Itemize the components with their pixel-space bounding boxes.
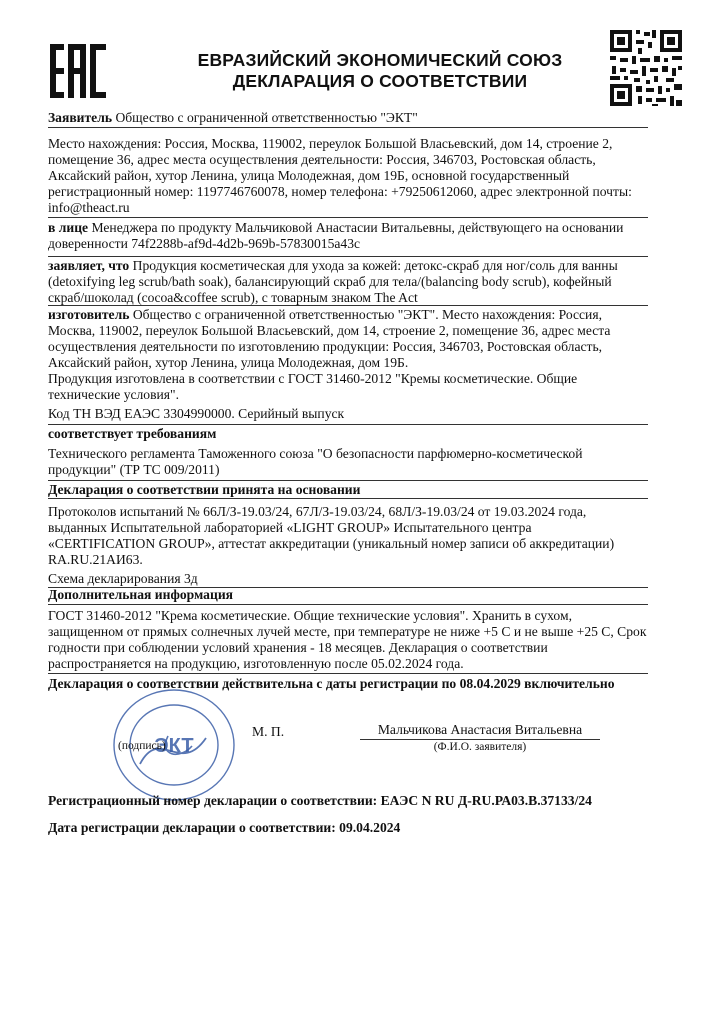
address-line: Аксайский район, хутор Ленина, улица Молодежная, дом 19Б, основной государственный bbox=[48, 168, 570, 183]
additional-line-2: защищенном от прямых солнечных лучей месте, при температуре не ниже +5 С и не выше +25 С, Срок bbox=[48, 624, 647, 639]
address-email: info@theact.ru bbox=[48, 200, 130, 215]
signatory-name: Мальчикова Анастасия Витальевна bbox=[377, 722, 583, 737]
address-line: Место нахождения: Россия, Москва, 119002, переулок Большой Власьевский, дом 14, строение 2, bbox=[48, 136, 613, 151]
qr-code-icon bbox=[606, 26, 686, 110]
title-line-1: ЕВРАЗИЙСКИЙ ЭКОНОМИЧЕСКИЙ СОЮЗ bbox=[197, 50, 563, 70]
address-line: помещение 36, адрес места осуществления деятельности: Россия, 346703, Ростовская область, bbox=[48, 152, 596, 167]
manufacturer-line-3: осуществления деятельности по изготовлению продукции: Россия, 346703, Ростовская область, bbox=[48, 339, 603, 354]
standard-line-1: Продукция изготовлена в соответствии с ГОСТ 31460-2012 "Кремы косметические. Общие bbox=[48, 371, 578, 386]
represented-label: в лице bbox=[48, 220, 89, 235]
registration-date bbox=[48, 820, 688, 836]
additional-line-3: годности при соблюдении условий хранения - 18 месяцев. Декларация о соответствии bbox=[48, 640, 548, 655]
stamp-text: ЭКТ bbox=[154, 735, 194, 757]
represented-line-2: доверенности 74f2288b-af9d-4d2b-969b-57830015a43c bbox=[48, 236, 361, 251]
compliance-line-1: Технического регламента Таможенного союза "О безопасности парфюмерно-косметической bbox=[48, 446, 583, 461]
additional-line-4: распространяется на продукцию, изготовленную после 05.02.2024 года. bbox=[48, 656, 464, 671]
basis-line-2: выданных Испытательной лабораторией «LIGHT GROUP» Испытательного центра bbox=[48, 520, 532, 535]
manufacturer-line-4: Аксайский район, хутор Ленина, улица Молодежная, дом 19Б. bbox=[48, 355, 409, 370]
basis-block bbox=[48, 504, 650, 568]
registration-date-value: 09.04.2024 bbox=[339, 820, 401, 835]
represented-line-1: Менеджера по продукту Мальчиковой Анастасии Витальевны, действующего на основании bbox=[91, 220, 624, 235]
compliance-heading: соответствует требованиям bbox=[48, 426, 217, 441]
compliance-block bbox=[48, 446, 650, 478]
signatory-caption: (Ф.И.О. заявителя) bbox=[433, 741, 527, 753]
standard-line-2: технические условия". bbox=[48, 387, 179, 402]
applicant-name: Общество с ограниченной ответственностью "ЭКТ" bbox=[115, 110, 418, 125]
registration-date-label: Дата регистрации декларации о соответствии: bbox=[48, 820, 336, 835]
mp-label: М. П. bbox=[252, 724, 285, 739]
manufacturer-label: изготовитель bbox=[48, 307, 130, 322]
additional-block bbox=[48, 608, 650, 672]
manufacturer-line-2: Москва, 119002, переулок Большой Власьевский, дом 14, строение 2, помещение 36, адрес места bbox=[48, 323, 611, 338]
applicant-label: Заявитель bbox=[48, 110, 113, 125]
applicant-line bbox=[48, 110, 658, 126]
title-line-2: ДЕКЛАРАЦИЯ О СООТВЕТСТВИИ bbox=[232, 71, 528, 91]
signature-caption: (подпись) bbox=[118, 740, 166, 752]
basis-line-4: RA.RU.21АИ63. bbox=[48, 552, 143, 567]
declares-line-2: (detoxifying leg scrub/bath soak), балансирующий скраб для тела/(balancing body scrub), кофейный bbox=[48, 274, 612, 289]
registration-number-value: ЕАЭС N RU Д-RU.РА03.В.37133/24 bbox=[380, 793, 592, 808]
document-title bbox=[150, 50, 610, 92]
registration-number-label: Регистрационный номер декларации о соответствии: bbox=[48, 793, 378, 808]
declares-line-3: скраб/шоколад (cocoa&coffee scrub), с товарным знаком The Act bbox=[48, 290, 418, 305]
address-line: регистрационный номер: 1197746760078, номер телефона: +79250612060, адрес электронной почты: bbox=[48, 184, 632, 199]
additional-line-1: ГОСТ 31460-2012 "Крема косметические. Общие технические условия". Хранить в сухом, bbox=[48, 608, 572, 623]
eac-logo-icon bbox=[48, 40, 108, 102]
applicant-address bbox=[48, 136, 650, 216]
declares-block bbox=[48, 258, 650, 306]
manufacturer-line-1: Общество с ограниченной ответственностью "ЭКТ". Место нахождения: Россия, bbox=[132, 307, 602, 322]
validity-statement: Декларация о соответствии действительна с даты регистрации по 08.04.2029 включительно bbox=[48, 676, 615, 691]
basis-line-3: «CERTIFICATION GROUP», аттестат аккредитации (уникальный номер записи об аккредитации) bbox=[48, 536, 615, 551]
tn-ved-code: Код ТН ВЭД ЕАЭС 3304990000. Серийный выпуск bbox=[48, 406, 345, 421]
qr-code bbox=[606, 26, 686, 110]
manufacturer-block bbox=[48, 307, 650, 403]
declaration-scheme: Схема декларирования 3д bbox=[48, 571, 198, 586]
compliance-line-2: продукции" (ТР ТС 009/2011) bbox=[48, 462, 220, 477]
declares-line-1: Продукция косметическая для ухода за кожей: детокс-скраб для ног/соль для ванны bbox=[132, 258, 618, 273]
represented-by bbox=[48, 220, 650, 252]
registration-number bbox=[48, 793, 688, 809]
eac-logo bbox=[48, 40, 108, 102]
basis-heading: Декларация о соответствии принята на основании bbox=[48, 482, 361, 497]
basis-line-1: Протоколов испытаний № 66Л/З-19.03/24, 67Л/З-19.03/24, 68Л/З-19.03/24 от 19.03.2024 года, bbox=[48, 504, 587, 519]
additional-heading: Дополнительная информация bbox=[48, 587, 234, 602]
declares-label: заявляет, что bbox=[48, 258, 130, 273]
